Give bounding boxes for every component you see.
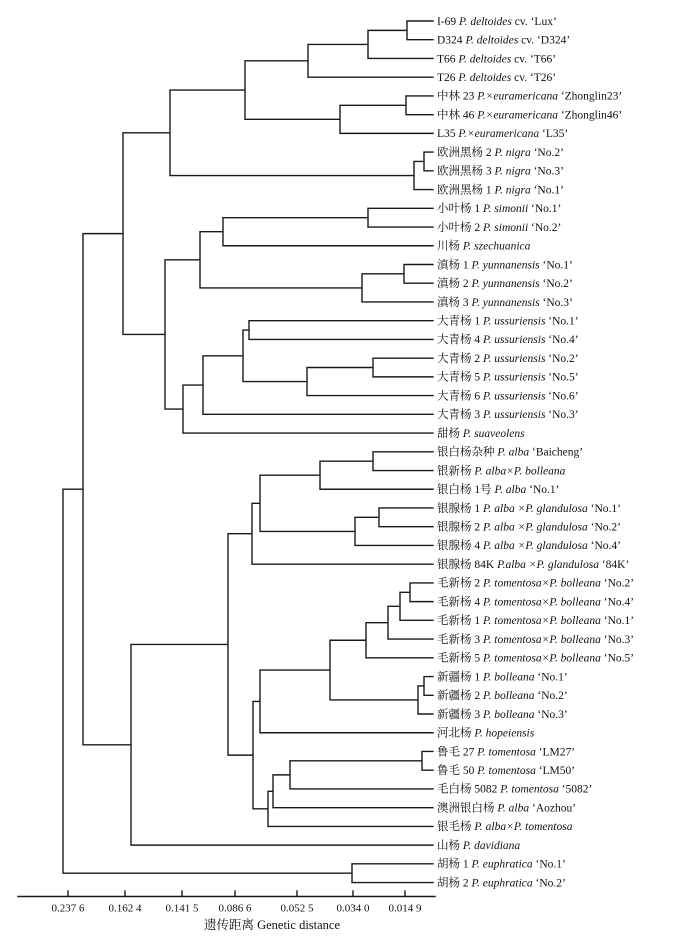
leaf-label: 胡杨 1 P. euphratica ‘No.1’ (437, 858, 566, 871)
leaf-label: 银毛杨 P. alba×P. tomentosa (437, 821, 573, 834)
leaf-label: 毛新杨 1 P. tomentosa×P. bolleana ‘No.1’ (437, 615, 635, 628)
leaf-label: 新疆杨 1 P. bolleana ‘No.1’ (437, 671, 568, 684)
leaf-label: D324 P. deltoides cv. ‘D324’ (437, 34, 571, 47)
leaf-label: T26 P. deltoides cv. ‘T26’ (437, 72, 557, 84)
leaf-label: 河北杨 P. hopeiensis (437, 727, 535, 740)
leaf-label: T66 P. deltoides cv. ‘T66’ (437, 53, 557, 66)
leaf-label: 滇杨 2 P. yunnanensis ‘No.2’ (437, 278, 573, 290)
axis-tick-label: 0.237 6 (51, 902, 85, 915)
leaf-label: 滇杨 3 P. yunnanensis ‘No.3’ (437, 296, 573, 309)
leaf-label: 中林 23 P.×euramericana ‘Zhonglin23’ (437, 90, 623, 103)
leaf-label: 欧洲黑杨 3 P. nigra ‘No.3’ (437, 165, 564, 178)
leaf-label: 大青杨 5 P. ussuriensis ‘No.5’ (437, 371, 579, 384)
leaf-label: 大青杨 4 P. ussuriensis ‘No.4’ (437, 334, 579, 347)
leaf-label: 银腺杨 4 P. alba ×P. glandulosa ‘No.4’ (437, 540, 621, 553)
leaf-labels (437, 16, 634, 890)
leaf-label: I-69 P. deltoides cv. ‘Lux’ (437, 15, 557, 28)
axis-tick-label: 0.034 0 (336, 902, 370, 915)
axis-tick-label: 0.014 9 (388, 902, 422, 915)
leaf-label: 欧洲黑杨 2 P. nigra ‘No.2’ (437, 146, 564, 159)
axis-tick-label: 0.086 6 (218, 902, 252, 915)
leaf-label: 胡杨 2 P. euphratica ‘No.2’ (437, 877, 566, 890)
leaf-label: 小叶杨 2 P. simonii ‘No.2’ (437, 221, 562, 234)
leaf-label: 银白杨 1号 P. alba ‘No.1’ (437, 484, 560, 497)
tree-branches (63, 21, 433, 883)
leaf-label: 大青杨 1 P. ussuriensis ‘No.1’ (437, 315, 579, 328)
leaf-label: 银腺杨 2 P. alba ×P. glandulosa ‘No.2’ (437, 521, 621, 534)
leaf-label: 毛新杨 4 P. tomentosa×P. bolleana ‘No.4’ (437, 596, 635, 609)
dendrogram-branches-path (63, 21, 433, 883)
leaf-label: 新疆杨 2 P. bolleana ‘No.2’ (437, 690, 568, 703)
leaf-label: 澳洲银白杨 P. alba ‘Aozhou’ (437, 802, 577, 815)
leaf-label: 毛白杨 5082 P. tomentosa ‘5082’ (437, 783, 593, 796)
axis-line (18, 891, 435, 897)
leaf-label: L35 P.×euramericana ‘L35’ (437, 128, 569, 141)
distance-axis (18, 891, 435, 915)
axis-tick-label: 0.052 5 (280, 902, 314, 915)
leaf-label: 川杨 P. szechuanica (437, 240, 531, 253)
leaf-label: 甜杨 P. suaveolens (437, 427, 525, 440)
leaf-label: 银新杨 P. alba×P. bolleana (437, 465, 566, 478)
leaf-label: 山杨 P. davidiana (437, 839, 521, 852)
leaf-label: 大青杨 2 P. ussuriensis ‘No.2’ (437, 352, 579, 365)
axis-tick-label: 0.162 4 (108, 902, 142, 915)
leaf-label: 鲁毛 50 P. tomentosa ‘LM50’ (437, 765, 576, 777)
leaf-label: 银腺杨 84K P.alba ×P. glandulosa ‘84K’ (437, 559, 630, 571)
leaf-label: 大青杨 3 P. ussuriensis ‘No.3’ (437, 409, 579, 422)
axis-tick-label: 0.141 5 (165, 902, 199, 915)
leaf-label: 毛新杨 5 P. tomentosa×P. bolleana ‘No.5’ (437, 652, 635, 665)
leaf-label: 滇杨 1 P. yunnanensis ‘No.1’ (437, 259, 573, 272)
leaf-label: 银腺杨 1 P. alba ×P. glandulosa ‘No.1’ (437, 502, 621, 515)
leaf-label: 小叶杨 1 P. simonii ‘No.1’ (437, 203, 562, 216)
leaf-label: 新疆杨 3 P. bolleana ‘No.3’ (437, 708, 568, 721)
leaf-label: 毛新杨 3 P. tomentosa×P. bolleana ‘No.3’ (437, 633, 635, 646)
leaf-label: 毛新杨 2 P. tomentosa×P. bolleana ‘No.2’ (437, 577, 635, 590)
leaf-label: 鲁毛 27 P. tomentosa ‘LM27’ (437, 746, 576, 759)
leaf-label: 大青杨 6 P. ussuriensis ‘No.6’ (437, 390, 579, 403)
leaf-label: 欧洲黑杨 1 P. nigra ‘No.1’ (437, 184, 564, 197)
leaf-label: 中林 46 P.×euramericana ‘Zhonglin46’ (437, 109, 623, 122)
leaf-label: 银白杨杂种 P. alba ‘Baicheng’ (437, 446, 584, 459)
axis-title: 遗传距离 Genetic distance (203, 918, 341, 932)
